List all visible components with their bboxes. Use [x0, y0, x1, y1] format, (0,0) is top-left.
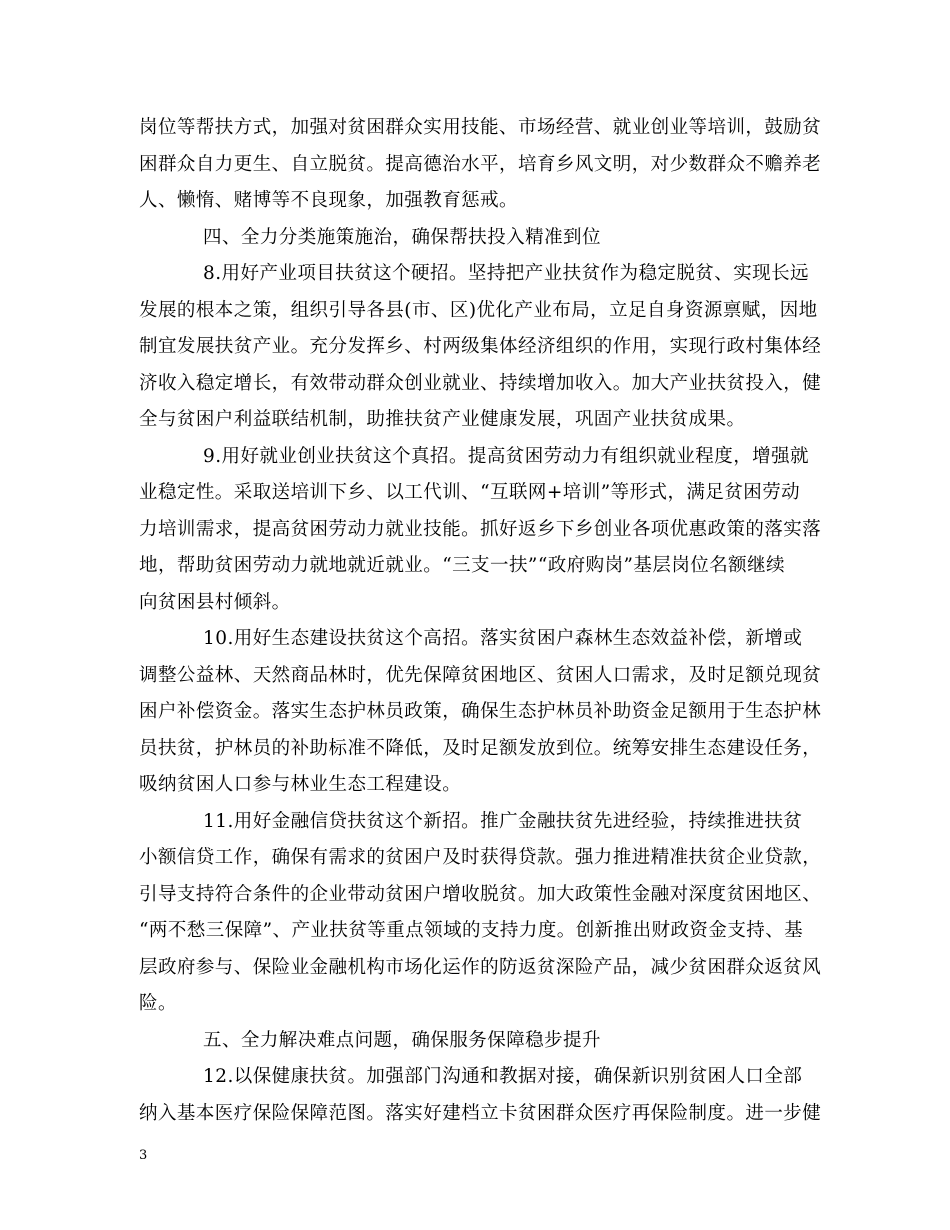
- page-number: 3: [139, 1148, 148, 1163]
- text-line: 向贫困县村倾斜。: [139, 591, 291, 613]
- text-line: 引导支持符合条件的企业带动贫困户增收脱贫。加大政策性金融对深度贫困地区、: [139, 883, 822, 905]
- text-line: 调整公益林、天然商品林时，优先保障贫困地区、贫困人口需求，及时足额兑现贫: [139, 664, 822, 686]
- text-line: 岗位等帮扶方式，加强对贫困群众实用技能、市场经营、就业创业等培训，鼓励贫: [139, 117, 822, 138]
- text-line: 制宜发展扶贫产业。充分发挥乡、村两级集体经济组织的作用，实现行政村集体经: [139, 336, 822, 357]
- document-body: [139, 110, 822, 1132]
- text-line: 8.用好产业项目扶贫这个硬招。坚持把产业扶贫作为稳定脱贫、实现长远: [203, 263, 810, 284]
- text-line: 业稳定性。采取送培训下乡、以工代训、“互联网+培训”等形式，满足贫困劳动: [139, 482, 801, 503]
- text-line: 困群众自力更生、自立脱贫。提高德治水平，培育乡风文明，对少数群众不赡养老: [139, 153, 822, 175]
- text-line: 9.用好就业创业扶贫这个真招。提高贫困劳动力有组织就业程度，增强就: [203, 445, 810, 467]
- text-line: 五、全力解决难点问题，确保服务保障稳步提升: [203, 1029, 601, 1051]
- text-line: 困户补偿资金。落实生态护林员政策，确保生态护林员补助资金足额用于生态护林: [139, 701, 822, 722]
- text-line: 11.用好金融信贷扶贫这个新招。推广金融扶贫先进经验，持续推进扶贫: [203, 810, 803, 832]
- text-line: 10.用好生态建设扶贫这个高招。落实贫困户森林生态效益补偿，新增或: [203, 628, 803, 649]
- text-line: 人、懒惰、赌博等不良现象，加强教育惩戒。: [139, 190, 519, 211]
- text-line: 层政府参与、保险业金融机构市场化运作的防返贫深险产品，减少贫困群众返贫风: [139, 956, 822, 978]
- text-line: 吸纳贫困人口参与林业生态工程建设。: [139, 774, 462, 795]
- text-line: 发展的根本之策，组织引导各县(市、区)优化产业布局，立足自身资源禀赋，因地: [139, 299, 818, 321]
- text-line: 纳入基本医疗保险保障范图。落实好建档立卡贫困群众医疗再保险制度。进一步健: [139, 1102, 822, 1124]
- text-line: 全与贫困户利益联结机制，助推扶贫产业健康发展，巩固产业扶贫成果。: [139, 409, 746, 430]
- text-line: 险。: [139, 993, 177, 1014]
- text-line: 济收入稳定增长，有效带动群众创业就业、持续增加收入。加大产业扶贫投入，健: [139, 372, 822, 394]
- text-line: 力培训需求，提高贫困劳动力就业技能。抓好返乡下乡创业各项优惠政策的落实落: [139, 518, 822, 540]
- text-line: “两不愁三保障”、产业扶贫等重点领域的支持力度。创新推出财政资金支持、基: [139, 920, 804, 941]
- text-line: 12.以保健康扶贫。加强部门沟通和教据对接，确保新识别贫困人口全部: [203, 1066, 803, 1087]
- text-line: 员扶贫，护林员的补助标准不降低，及时足额发放到位。统筹安排生态建设任务，: [139, 737, 822, 759]
- text-line: 地，帮助贫困劳动力就地就近就业。“三支一扶”“政府购岗”基层岗位名额继续: [139, 555, 786, 576]
- text-line: 小额信贷工作，确保有需求的贫困户及时获得贷款。强力推进精准扶贫企业贷款，: [139, 847, 822, 868]
- text-line: 四、全力分类施策施治，确保帮扶投入精准到位: [203, 226, 601, 248]
